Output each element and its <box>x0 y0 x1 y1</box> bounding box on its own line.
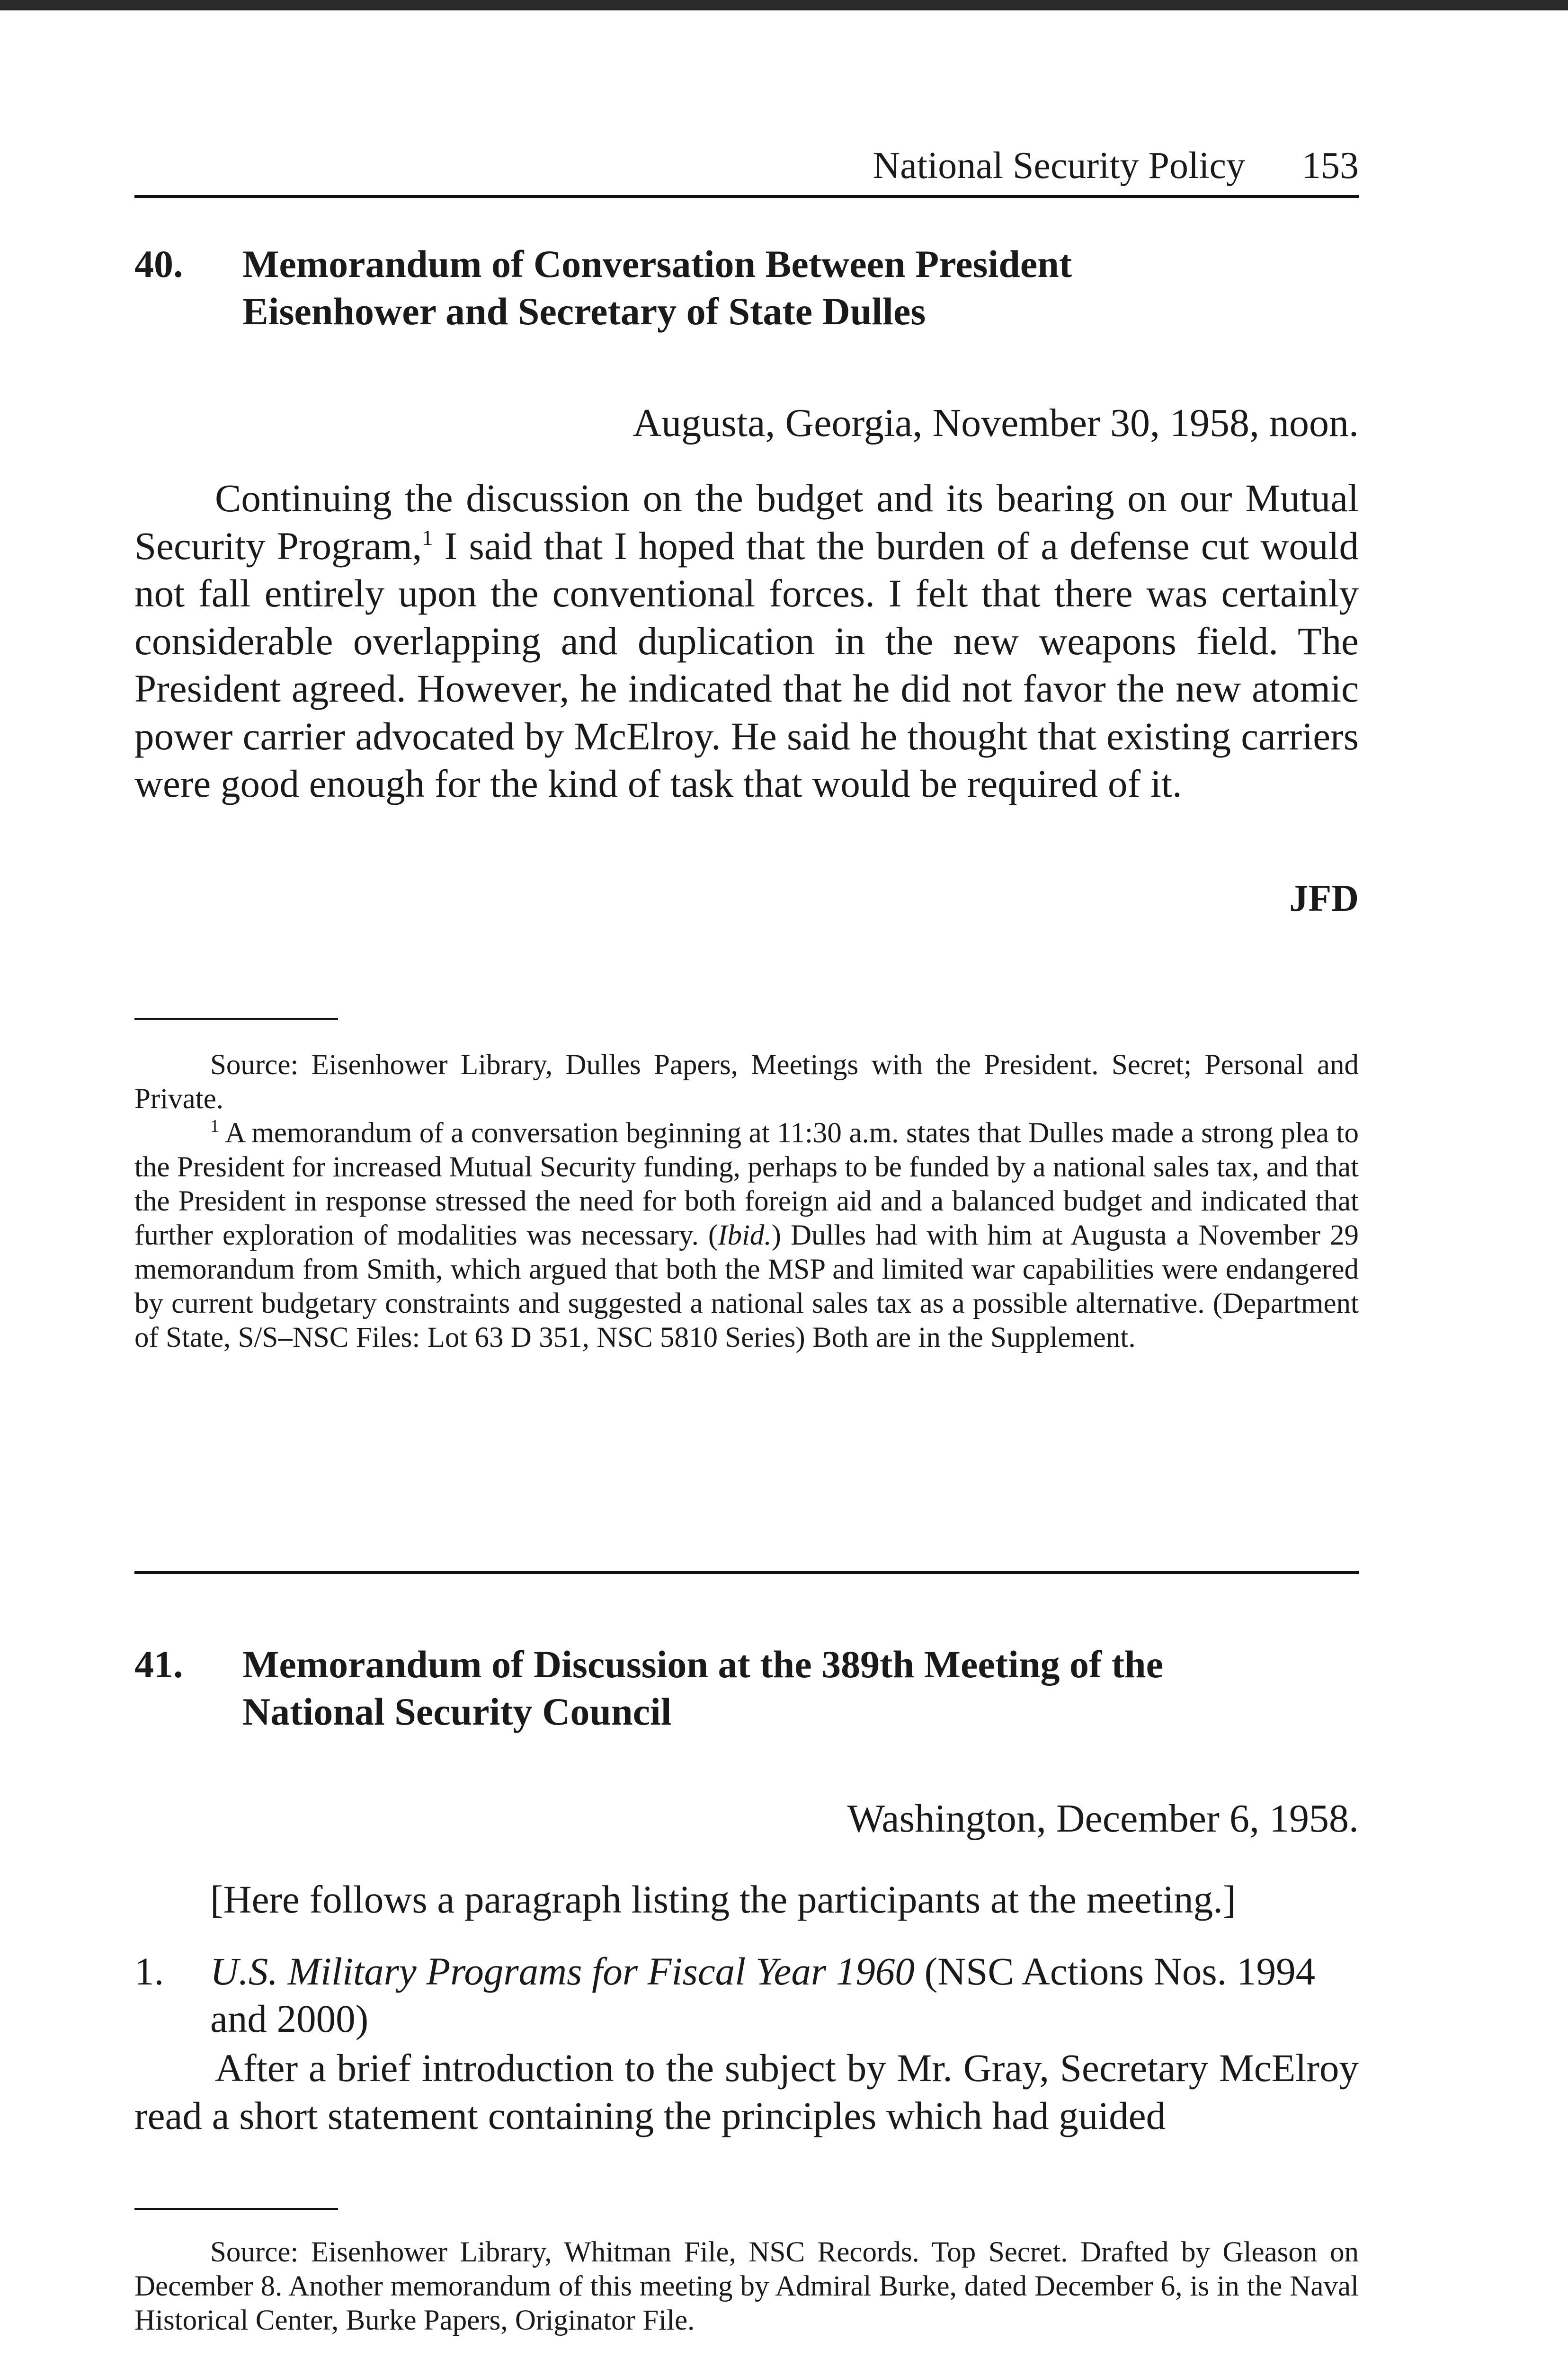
doc40-footnote-rule <box>134 1018 338 1020</box>
page-number: 153 <box>1302 145 1359 187</box>
doc40-footnote-part2: ) Dulles had with him at Augusta a November 29 memorandum from Smith, which argued that both the MSP and limited war capabilities were endangered by current budgetary constraints and suggested a national sales tax as a possible alternative. (Department of State, S/S–NSC Files: Lot 63 D 351, NSC 5810 Series) Both are in the Supplement. <box>134 1219 1359 1353</box>
doc40-signature: JFD <box>1289 878 1359 919</box>
header-rule <box>134 195 1359 198</box>
document-separator-rule <box>134 1571 1359 1574</box>
doc40-footnote-marker: 1 <box>210 1116 219 1136</box>
doc41-item-text <box>210 1948 1359 2042</box>
doc40-place-date: Augusta, Georgia, November 30, 1958, noon. <box>633 401 1359 445</box>
doc41-title-line1: Memorandum of Discussion at the 389th Meeting of the <box>242 1643 1164 1686</box>
doc40-paragraph <box>134 474 1359 808</box>
doc40-footnote-ref: 1 <box>422 525 433 550</box>
doc40-body <box>134 474 1359 808</box>
doc40-footnote-part1: A memorandum of a conversation beginning at 11:30 a.m. states that Dulles made a strong plea to the President for increased Mutual Security funding, perhaps to be funded by a national sales tax, and that the President in response stressed the need for both foreign aid and a balanced budget and indicated that further exploration of modalities was necessary. ( <box>134 1117 1359 1251</box>
doc40-title-line2: Eisenhower and Secretary of State Dulles <box>242 290 926 333</box>
doc41-title-line2: National Security Council <box>242 1690 672 1733</box>
doc40-number: 40. <box>134 242 183 285</box>
doc41-number: 41. <box>134 1643 183 1686</box>
doc41-title <box>242 1641 1331 1735</box>
doc41-source-note: Source: Eisenhower Library, Whitman File, NSC Records. Top Secret. Drafted by Gleason on December 8. Another memorandum of this meeting by Admiral Burke, dated December 6, is in the Naval Historical Center, Burke Papers, Originator File. <box>134 2236 1359 2336</box>
doc41-footnote-rule <box>134 2208 338 2210</box>
doc41-item-title: U.S. Military Programs for Fiscal Year 1960 <box>210 1949 915 1993</box>
doc40-footnote-ibid: Ibid. <box>718 1219 772 1251</box>
doc40-footnote-1 <box>134 1116 1359 1355</box>
doc40-source-note: Source: Eisenhower Library, Dulles Papers, Meetings with the President. Secret; Personal and Private. <box>134 1049 1359 1115</box>
doc41-item-actions: (NSC Actions Nos. 1994 and 2000) <box>210 1949 1316 2040</box>
doc41-agenda-item <box>134 1948 1359 2042</box>
doc40-footnotes <box>134 1048 1359 1355</box>
scan-edge <box>0 0 1568 10</box>
doc40-heading <box>134 240 1359 335</box>
doc41-body <box>134 2044 1359 2139</box>
running-title: National Security Policy <box>873 145 1245 187</box>
doc40-title-line1: Memorandum of Conversation Between President <box>242 242 1072 285</box>
running-header <box>134 137 1359 194</box>
doc40-body-part1: Continuing the discussion on the budget and its bearing on our Mutual Security Program, <box>134 476 1359 568</box>
doc41-participants-note: [Here follows a paragraph listing the participants at the meeting.] <box>210 1878 1236 1921</box>
doc41-place-date: Washington, December 6, 1958. <box>847 1797 1359 1841</box>
doc40-body-part2: I said that I hoped that the burden of a defense cut would not fall entirely upon the conventional forces. I felt that there was certainly considerable overlapping and duplication in the new weapons field. The President agreed. However, he indicated that he did not favor the new atomic power carrier advocated by McElroy. He said he thought that existing carriers were good enough for the kind of task that would be required of it. <box>134 524 1359 805</box>
doc41-paragraph: After a brief introduction to the subject by Mr. Gray, Secretary McElroy read a short statement containing the principles which had guided <box>134 2046 1359 2137</box>
doc41-item-number: 1. <box>134 1949 164 1993</box>
doc41-footnotes <box>134 2235 1359 2338</box>
doc41-heading <box>134 1641 1359 1735</box>
doc40-title <box>242 240 1331 335</box>
